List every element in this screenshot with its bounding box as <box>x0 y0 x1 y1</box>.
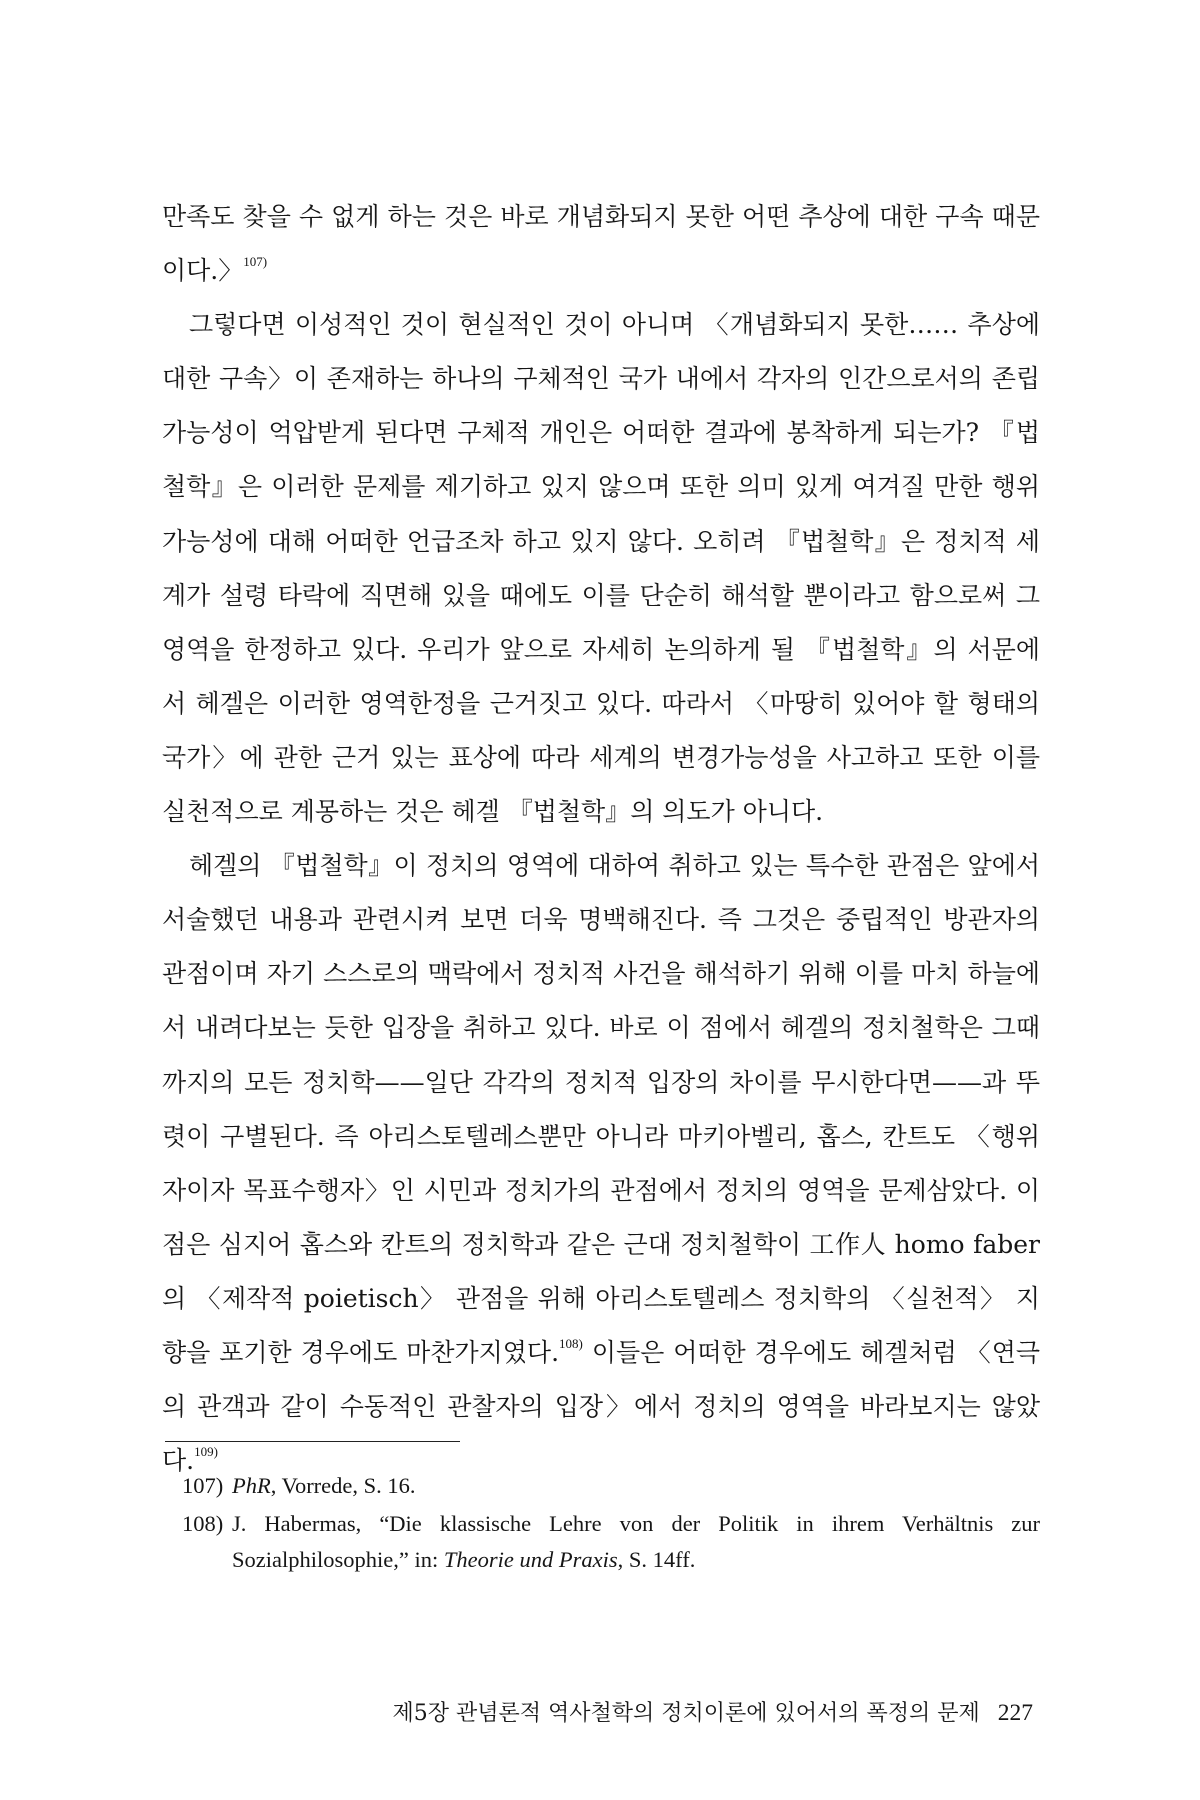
footnote-108 <box>182 1506 1040 1578</box>
body-text <box>162 190 1040 1488</box>
footnote-text <box>232 1506 1040 1578</box>
paragraph-1 <box>162 190 1040 298</box>
footnote-segment: , S. 14ff. <box>617 1547 696 1572</box>
page-number: 227 <box>997 1700 1033 1726</box>
paragraph-2 <box>162 298 1040 839</box>
footnote-segment: J. Habermas, “Die klassische Lehre von der Politik in ihrem Verhältnis zur Sozialphilosophie,” in: <box>232 1511 1040 1572</box>
footnotes <box>182 1468 1040 1580</box>
footnote-number: 108) <box>182 1511 224 1536</box>
footnote-separator <box>165 1441 460 1442</box>
footnote-italic: PhR <box>232 1473 271 1498</box>
footnote-segment: , Vorrede, S. 16. <box>270 1473 416 1498</box>
footnote-number: 107) <box>182 1473 224 1498</box>
running-footer-title: 제5장 관념론적 역사철학의 정치이론에 있어서의 폭정의 문제 <box>392 1701 980 1726</box>
text-segment: 만족도 찾을 수 없게 하는 것은 바로 개념화되지 못한 어떤 추상에 대한 구속 때문이다.〉 <box>162 202 1040 286</box>
running-footer <box>0 1696 1033 1727</box>
footnote-text <box>232 1468 1040 1504</box>
footnote-107 <box>182 1468 1040 1504</box>
text-segment: 그렇다면 이성적인 것이 현실적인 것이 아니며 〈개념화되지 못한…… 추상에 대한 구속〉이 존재하는 하나의 구체적인 국가 내에서 각자의 인간으로서의 존립가능성이 억압받게 된다면 구체적 개인은 어떠한 결과에 봉착하게 되는가? 『법철학』은 이러한 문제를 제기하고 있지 않으며 또한 의미 있게 여겨질 만한 행위가능성에 대해 어떠한 언급조차 하고 있지 않다. 오히려 『법철학』은 정치적 세계가 설령 타락에 직면해 있을 때에도 이를 단순히 해석할 뿐이라고 함으로써 그 영역을 한정하고 있다. 우리가 앞으로 자세히 논의하게 될 『법철학』의 서문에서 헤겔은 이러한 영역한정을 근거짓고 있다. 따라서 〈마땅히 있어야 할 형태의 국가〉에 관한 근거 있는 표상에 따라 세계의 변경가능성을 사고하고 또한 이를 실천적으로 계몽하는 것은 헤겔 『법철학』의 의도가 아니다. <box>162 310 1040 827</box>
paragraph-3 <box>162 839 1040 1488</box>
footnote-italic: Theorie und Praxis <box>443 1547 618 1572</box>
text-segment: 이들은 어떠한 경우에도 헤겔처럼 〈연극의 관객과 같이 수동적인 관찰자의 입장〉에서 정치의 영역을 바라보지는 않았다. <box>162 1337 1040 1476</box>
text-segment: 헤겔의 『법철학』이 정치의 영역에 대하여 취하고 있는 특수한 관점은 앞에서 서술했던 내용과 관련시켜 보면 더욱 명백해진다. 즉 그것은 중립적인 방관자의 관점이며 자기 스스로의 맥락에서 정치적 사건을 해석하기 위해 이를 마치 하늘에서 내려다보는 듯한 입장을 취하고 있다. 바로 이 점에서 헤겔의 정치철학은 그때까지의 모든 정치학——일단 각각의 정치적 입장의 차이를 무시한다면——과 뚜렷이 구별된다. 즉 아리스토텔레스뿐만 아니라 마키아벨리, 홉스, 칸트도 〈행위자이자 목표수행자〉인 시민과 정치가의 관점에서 정치의 영역을 문제삼았다. 이 점은 심지어 홉스와 칸트의 정치학과 같은 근대 정치철학이 工作人 homo faber의 〈제작적 poietisch〉 관점을 위해 아리스토텔레스 정치학의 〈실천적〉 지향을 포기한 경우에도 마찬가지였다. <box>162 851 1040 1367</box>
footnote-ref: 107) <box>243 254 268 270</box>
footnote-ref: 109) <box>194 1444 218 1460</box>
footnote-ref: 108) <box>559 1335 583 1351</box>
